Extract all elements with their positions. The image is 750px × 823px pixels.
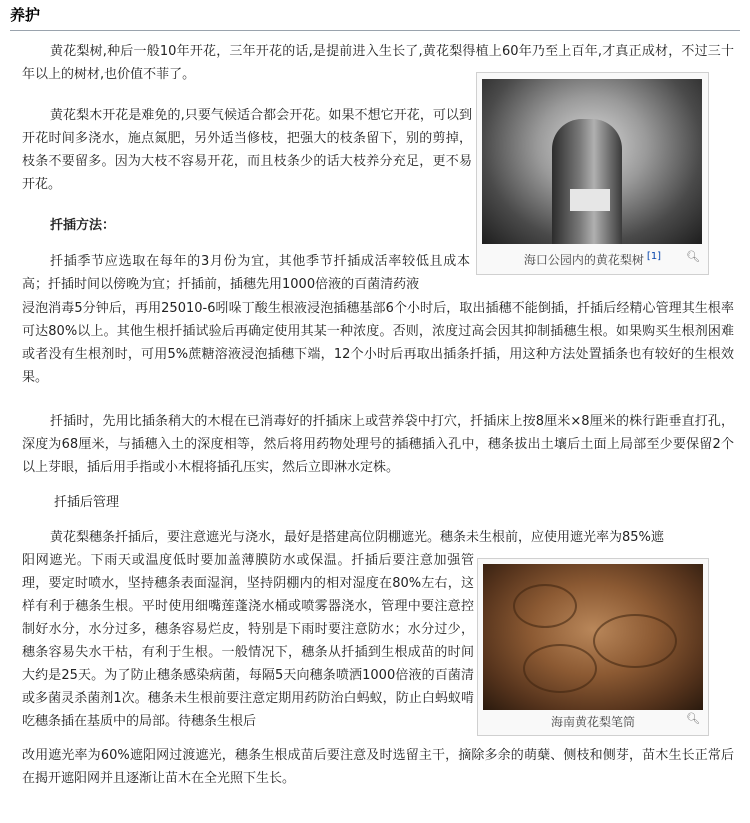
paragraph-cutting-soak: 浸泡消毒5分钟后，再用25010-6吲哚丁酸生根液浸泡插穗基部6个小时后，取出插穗不能倒插，扦插后经精心管理其生根率可达80%以上。其他生根扦插试验后再确定使用其某一种浓度。否则，浓度过高会因其抑制插穗生根。如果购买生根剂困难或者没有生根剂时，可用5%蔗糖溶液浸泡插穗下端，12个小时后再取出插条扦插，用这种方法处置插条也有较好的生根效果。	[22, 301, 734, 385]
figure-caption: 海南黄花梨笔筒	[550, 715, 635, 729]
subheading-post-cutting: 扦插后管理	[54, 495, 120, 510]
title-divider	[10, 30, 740, 31]
paragraph-growth: 黄花梨树,种后一般10年开花，三年开花的话,是提前进入生长了,黄花梨得植上60年乃至上百年,才真正成材，不过三十年以上的树材,也价值不菲了。	[22, 44, 734, 82]
section-title: 养护	[10, 6, 41, 24]
paragraph-shading-intro: 黄花梨穗条扦插后，要注意遮光与浇水，最好是搭建高位阴棚遮光。穗条未生根前，应使用遮光率为85%遮	[50, 530, 664, 545]
magnify-icon[interactable]: 🔍︎	[686, 712, 700, 725]
tree-trunk	[552, 119, 622, 244]
caption-text: 海口公园内的黄花梨树	[523, 253, 644, 267]
tree-plaque	[570, 189, 610, 211]
paragraph-shading-end: 改用遮光率为60%遮阳网过渡遮光，穗条生根成苗后要注意及时选留主干，摘除多余的萌蘖、侧枝和侧芽，苗木生长正常后在揭开遮阳网并且逐渐让苗木在全光照下生长。	[22, 748, 734, 786]
brush-pot-photo[interactable]	[483, 564, 703, 710]
carving-detail	[523, 644, 597, 693]
carving-detail	[513, 584, 577, 628]
paragraph-shading-body: 阳网遮光。下雨天或温度低时要加盖薄膜防水或保温。扦插后要注意加强管理，要定时喷水，坚持穗条表面湿润，坚持阴棚内的相对湿度在80%左右，这样有利于穗条生根。平时使用细嘴莲蓬浇水桶或喷雾器浇水，管理中要注意控制好水分，水分过多，穗条容易烂皮，特别是下雨时要注意防水；水分过少，穗条容易失水干枯，有利于生根。一般情况下，穗条从扦插到生根成苗的时间大约是25天。为了防止穗条感染病菌，每隔5天向穗条喷洒1000倍液的百菌清或多菌灵杀菌剂1次。穗条未生根前要注意定期用药防治白蚂蚁，防止白蚂蚁啃吃穗条插在基质中的局部。待穗条生根后	[22, 553, 474, 729]
paragraph-cutting-steps: 扦插时，先用比插条稍大的木棍在已消毒好的扦插床上或营养袋中打穴，扦插床上按8厘米×8厘米的株行距垂直打孔，深度为68厘米，与插穗入土的深度相等，然后将用药物处理号的插穗插入孔中，穗条拔出土壤后土面上局部至少要保留2个以上芽眼，插后用手指或小木棍将插孔压实，然后立即淋水定株。	[22, 414, 734, 475]
subheading-cutting-method: 扦插方法：	[50, 218, 116, 233]
figure-tree	[476, 72, 709, 275]
paragraph-flowering: 黄花梨木开花是难免的,只要气候适合都会开花。如果不想它开花，可以到开花时间多浇水，施点氮肥，另外适当修枝，把强大的枝条留下，别的剪掉，枝条不要留多。因为大枝不容易开花，而且枝条少的话大枝养分充足，更不易开花。	[22, 108, 472, 192]
tree-photo[interactable]	[482, 79, 702, 244]
citation-link[interactable]: [1]	[646, 251, 662, 262]
figure-caption	[477, 251, 708, 268]
carving-detail	[593, 614, 677, 668]
figure-brush-pot	[477, 558, 709, 736]
paragraph-cutting-season: 扦插季节应选取在每年的3月份为宜，其他季节扦插成活率较低且成本高；扦插时间以傍晚为宜；扦插前，插穗先用1000倍液的百菌清药液	[22, 254, 470, 292]
magnify-icon[interactable]: 🔍︎	[686, 250, 700, 263]
